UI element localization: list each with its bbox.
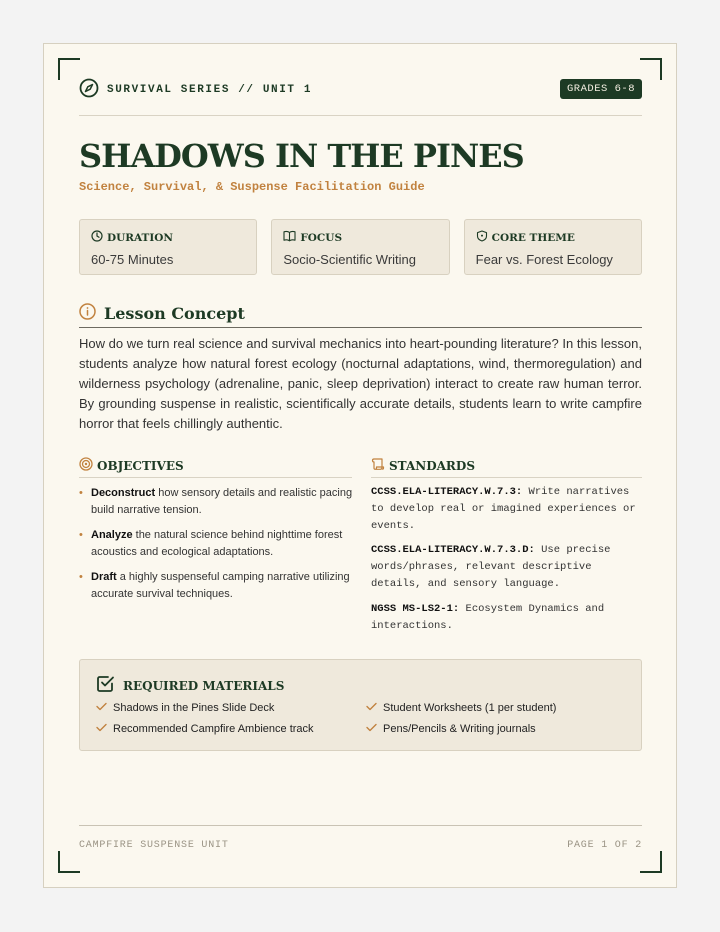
list-item bbox=[366, 702, 556, 714]
material-label: Pens/Pencils & Writing journals bbox=[383, 723, 536, 735]
standard-code: CCSS.ELA-LITERACY.W.7.3: bbox=[371, 486, 523, 498]
series-label: SURVIVAL SERIES // UNIT 1 bbox=[107, 84, 313, 96]
standard-text: Write narratives to develop real or imagined experiences or events. bbox=[371, 486, 636, 532]
standard-item bbox=[371, 484, 643, 535]
objective-keyword: Analyze bbox=[91, 529, 133, 541]
corner-mark-bottom-right bbox=[640, 851, 662, 873]
lesson-concept-title: Lesson Concept bbox=[104, 304, 245, 323]
info-icon bbox=[79, 303, 96, 325]
card-value: Socio-Scientific Writing bbox=[283, 252, 417, 267]
standard-code: CCSS.ELA-LITERACY.W.7.3.D: bbox=[371, 544, 535, 556]
lesson-concept-heading bbox=[79, 300, 642, 328]
card-label: CORE THEME bbox=[491, 231, 575, 244]
materials-title: REQUIRED MATERIALS bbox=[123, 679, 285, 693]
card-value: Fear vs. Forest Ecology bbox=[475, 252, 613, 267]
objective-text: a highly suspenseful camping narrative utilizing accurate survival techniques. bbox=[91, 571, 350, 600]
lesson-page bbox=[43, 43, 677, 888]
page-number: PAGE 1 OF 2 bbox=[567, 840, 642, 851]
standard-item bbox=[371, 542, 643, 593]
card-label-row bbox=[283, 230, 437, 245]
shield-icon bbox=[476, 230, 488, 245]
page-footer bbox=[79, 825, 642, 851]
objectives-list bbox=[79, 485, 354, 611]
list-item bbox=[96, 702, 274, 714]
list-item bbox=[79, 485, 354, 519]
page-subtitle: Science, Survival, & Suspense Facilitation Guide bbox=[79, 180, 425, 194]
material-label: Recommended Campfire Ambience track bbox=[113, 723, 314, 735]
card-label: FOCUS bbox=[300, 231, 343, 244]
duration-card bbox=[79, 219, 257, 275]
footer-unit-label: CAMPFIRE SUSPENSE UNIT bbox=[79, 840, 229, 851]
scroll-icon bbox=[371, 457, 385, 476]
objective-keyword: Deconstruct bbox=[91, 487, 156, 499]
compass-icon bbox=[79, 78, 99, 103]
standard-text: Ecosystem Dynamics and interactions. bbox=[371, 603, 605, 632]
list-item bbox=[79, 569, 354, 603]
objectives-heading bbox=[79, 455, 352, 478]
card-label-row bbox=[91, 230, 245, 245]
info-cards bbox=[79, 219, 642, 275]
materials-heading bbox=[96, 674, 284, 698]
series-label-group bbox=[79, 79, 312, 101]
check-icon bbox=[96, 702, 107, 714]
standard-item bbox=[371, 601, 643, 635]
lesson-concept-body: How do we turn real science and survival mechanics into heart-pounding literature? In this lesson, students analyze how natural forest ecology (nocturnal adaptations, wind, thermoregulation) and wilderness psychology (adrenaline, panic, sleep deprivation) interact to create raw human terror. By grounding suspense in realistic, scientifically accurate details, students learn to write campfire horror that feels chillingly authentic. bbox=[79, 336, 642, 431]
list-item bbox=[366, 723, 536, 735]
clock-icon bbox=[91, 230, 103, 245]
check-icon bbox=[366, 723, 377, 735]
objective-text: how sensory details and realistic pacing build narrative tension. bbox=[91, 487, 353, 516]
core-theme-card bbox=[464, 219, 642, 275]
list-item bbox=[96, 723, 314, 735]
objective-text: the natural science behind nighttime forest acoustics and ecological adaptations. bbox=[91, 529, 343, 558]
grades-badge: GRADES 6-8 bbox=[560, 79, 642, 99]
corner-mark-top-right bbox=[640, 58, 662, 80]
card-label: DURATION bbox=[107, 231, 174, 244]
card-label-row bbox=[476, 230, 630, 245]
standard-code: NGSS MS-LS2-1: bbox=[371, 603, 460, 615]
target-icon bbox=[79, 457, 93, 476]
page-title: SHADOWS IN THE PINES bbox=[79, 137, 524, 175]
checkbox-checked-icon bbox=[96, 674, 115, 698]
material-label: Student Worksheets (1 per student) bbox=[383, 702, 557, 714]
book-icon bbox=[283, 230, 296, 245]
required-materials-box bbox=[79, 659, 642, 751]
card-value: 60-75 Minutes bbox=[91, 252, 174, 267]
objectives-title: OBJECTIVES bbox=[97, 459, 184, 473]
page-header bbox=[79, 79, 642, 116]
material-label: Shadows in the Pines Slide Deck bbox=[113, 702, 275, 714]
list-item bbox=[79, 527, 354, 561]
check-icon bbox=[366, 702, 377, 714]
corner-mark-bottom-left bbox=[58, 851, 80, 873]
focus-card bbox=[271, 219, 449, 275]
standard-text: Use precise words/phrases, relevant descriptive details, and sensory language. bbox=[371, 544, 611, 590]
check-icon bbox=[96, 723, 107, 735]
objective-keyword: Draft bbox=[91, 571, 117, 583]
standards-title: STANDARDS bbox=[389, 459, 475, 473]
corner-mark-top-left bbox=[58, 58, 80, 80]
standards-heading bbox=[371, 455, 642, 478]
